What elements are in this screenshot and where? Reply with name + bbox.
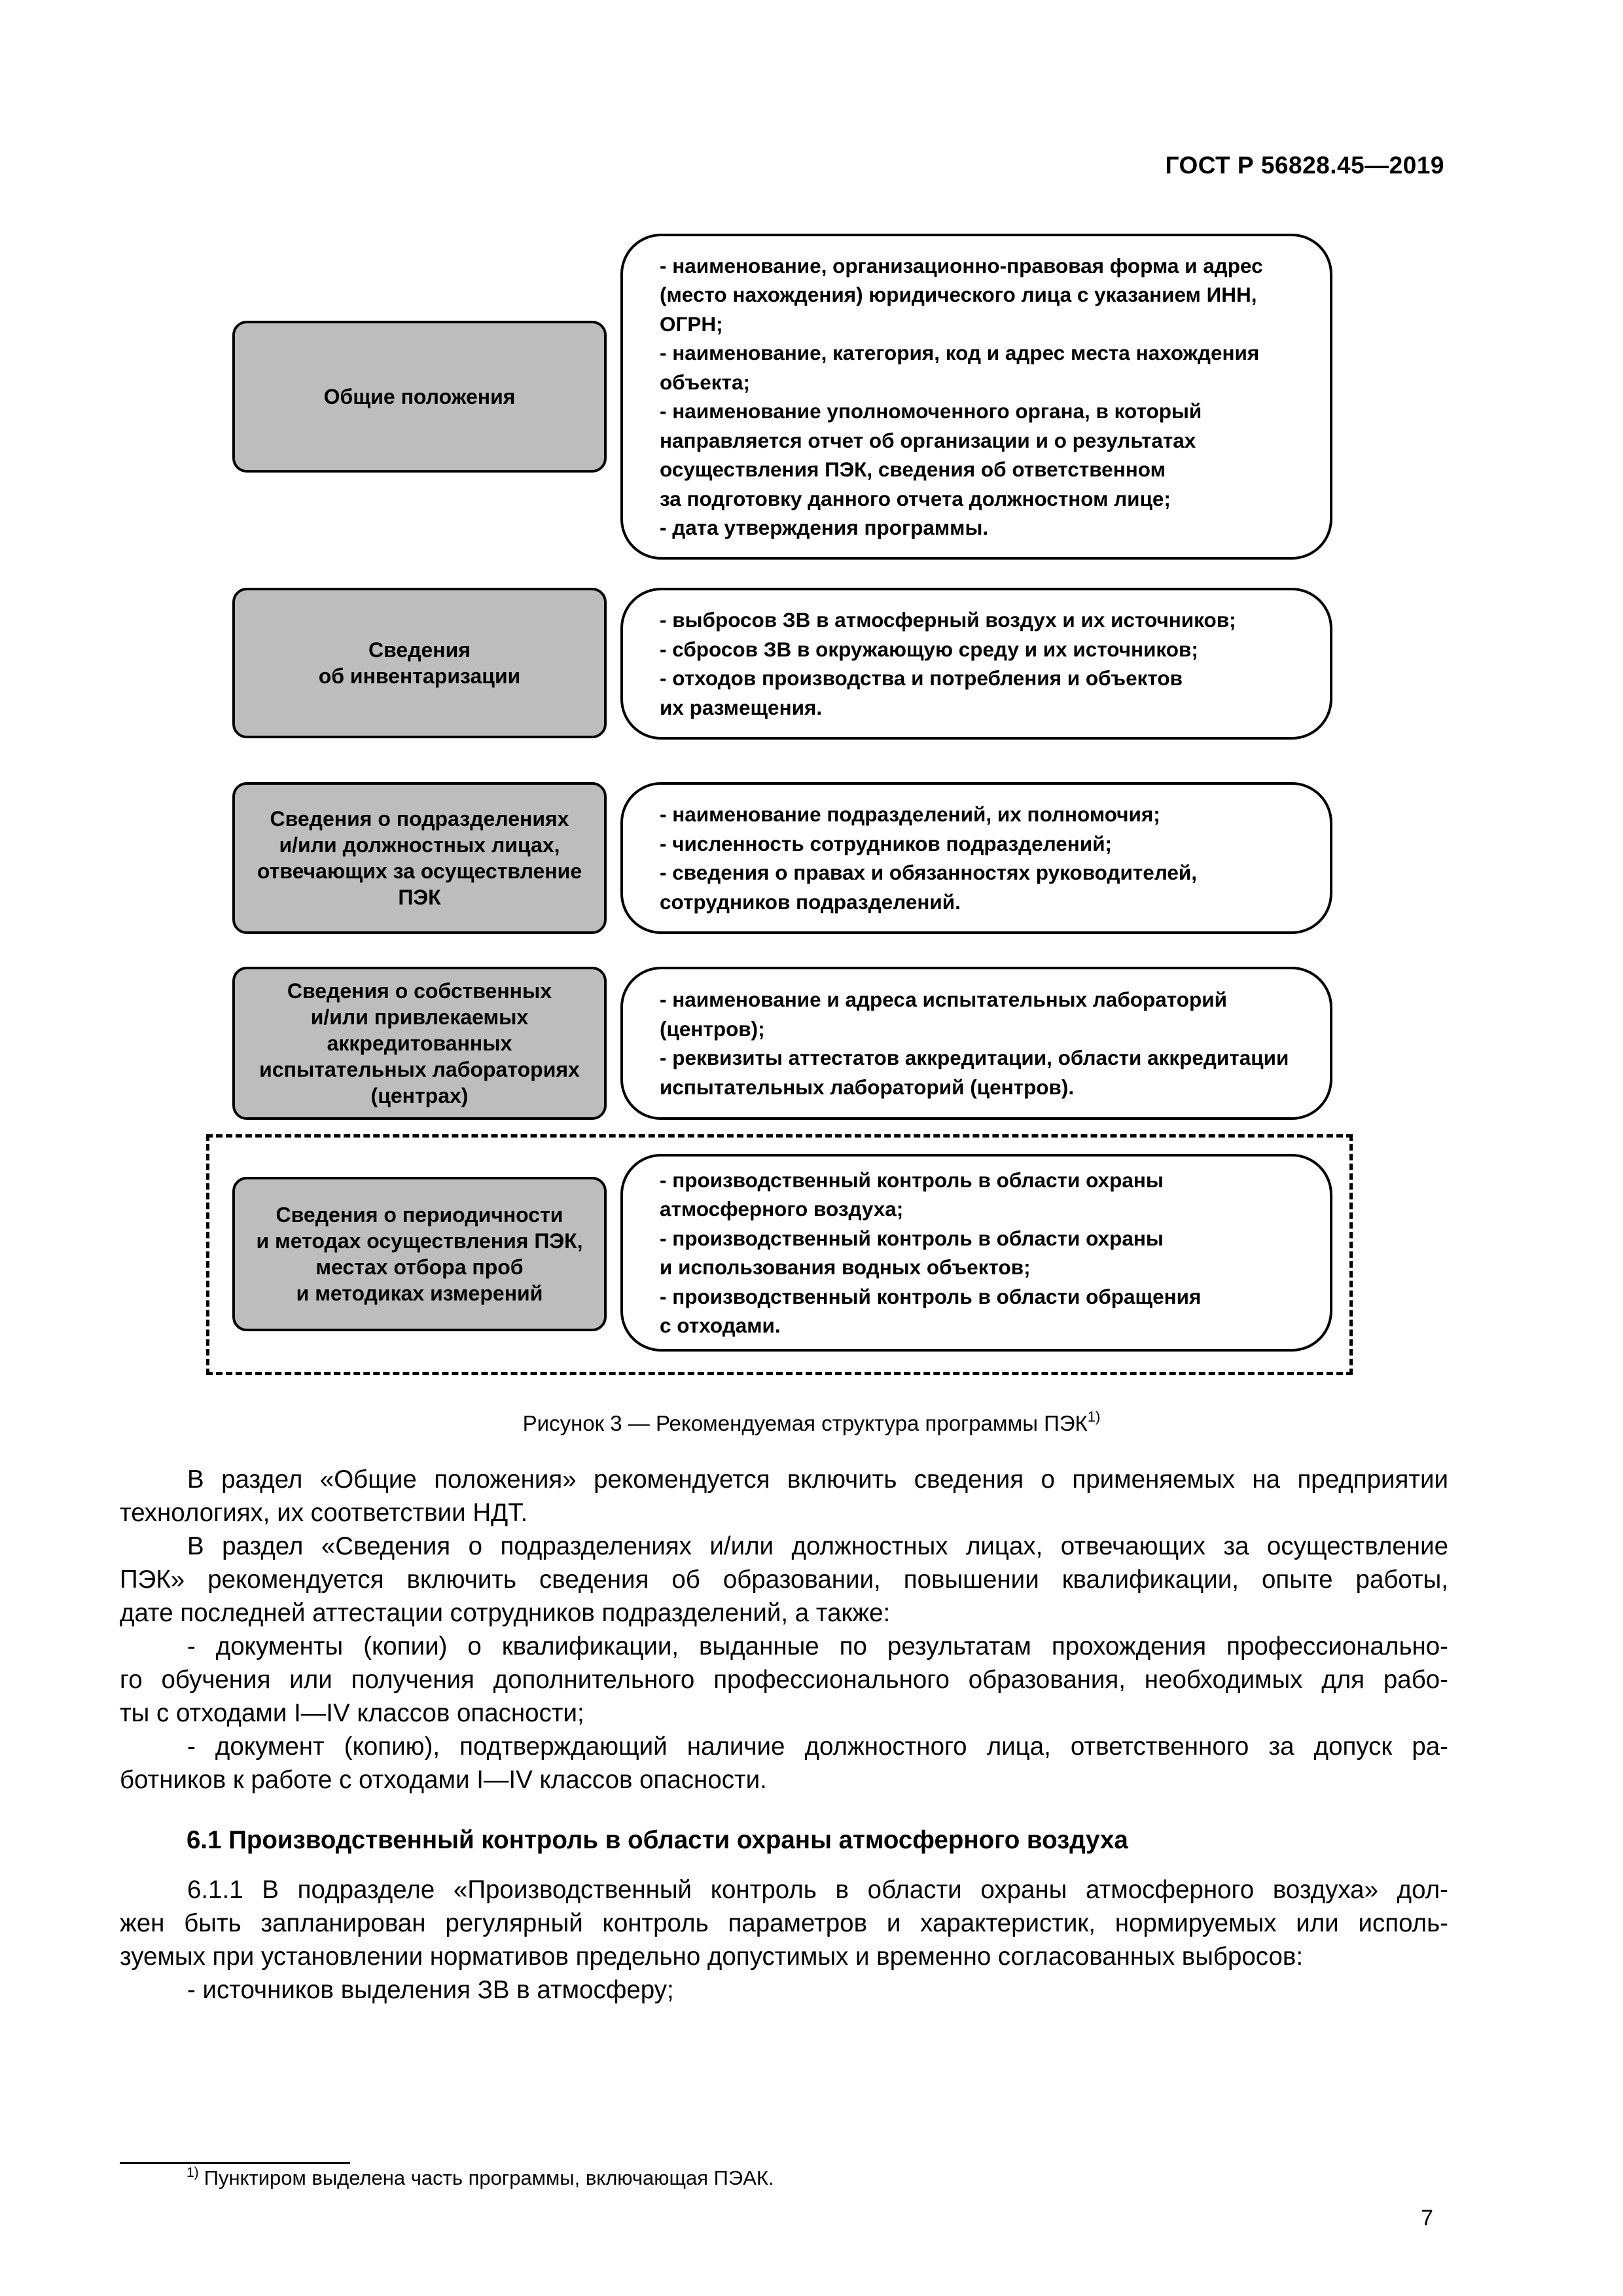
paragraph-6-1-1: 6.1.1 В подразделе «Производственный контроль в области охраны атмосферного воздуха» дол- жен быть запланирован регулярный контроль параметров и характеристик, нормируемых или исполь- зуемых при установлении нормативов предельно допустимых и временно согласованных выбросов:: [120, 1876, 1448, 1971]
details-general-provisions: - наименование, организационно-правовая форма и адрес (место нахождения) юридического лица с указанием ИНН, ОГРН; - наименование, категория, код и адрес места нахождения объекта; - наименование уполномоченного органа, в который направляется отчет об организации и о результатах осуществления ПЭК, сведения об ответственном за подготовку данного отчета должностном лице; - дата утверждения программы.: [620, 234, 1332, 560]
list-item-emission-sources: - источников выделения ЗВ в атмосферу;: [187, 1976, 674, 2004]
details-periodicity-methods: - производственный контроль в области охраны атмосферного воздуха; - производственный контроль в области охраны и использования водных объектов; - производственный контроль в области обращения с отходами.: [620, 1154, 1332, 1352]
block-inventory: Сведения об инвентаризации: [232, 588, 607, 738]
list-item-responsible-person: - документ (копию), подтверждающий наличие должностного лица, ответственного за допуск ра- ботников к работе с отходами I—IV классов опасности.: [120, 1732, 1448, 1794]
figure-caption: Рисунок 3 — Рекомендуемая структура программы ПЭК$^{1)}$: [522, 1408, 1101, 1435]
list-item-qualification-docs: - документы (копии) о квалификации, выданные по результатам прохождения профессионально- го обучения или получения дополнительного профессионального образования, необходимых для рабо- ты с отходами I—IV классов опасности;: [120, 1632, 1448, 1727]
document-id-header: ГОСТ Р 56828.45—2019: [1165, 152, 1444, 179]
footnote-text: Пунктиром выделена часть программы, включающая ПЭАК.: [204, 2166, 774, 2189]
block-departments: Сведения о подразделениях и/или должностных лицах, отвечающих за осуществление ПЭК: [232, 782, 607, 934]
details-departments: - наименование подразделений, их полномочия; - численность сотрудников подразделений; - сведения о правах и обязанностях руководителей, сотрудников подразделений.: [620, 782, 1332, 934]
block-laboratories: Сведения о собственных и/или привлекаемых аккредитованных испытательных лабораториях (центрах): [232, 967, 607, 1120]
block-periodicity-methods: Сведения о периодичности и методах осуществления ПЭК, местах отбора проб и методиках измерений: [232, 1177, 607, 1331]
footnote-separator: [120, 2162, 350, 2164]
block-general-provisions: Общие положения: [232, 321, 607, 473]
details-laboratories: - наименование и адреса испытательных лабораторий (центров); - реквизиты аттестатов аккредитации, области аккредитации испытательных лабораторий (центров).: [620, 967, 1332, 1120]
details-inventory: - выбросов ЗВ в атмосферный воздух и их источников; - сбросов ЗВ в окружающую среду и их источников; - отходов производства и потребления и объектов их размещения.: [620, 588, 1332, 740]
paragraph-departments: В раздел «Сведения о подразделениях и/или должностных лицах, отвечающих за осуществление ПЭК» рекомендуется включить сведения об образовании, повышении квалификации, опыте работы, дате последней аттестации сотрудников подразделений, а также:: [120, 1532, 1448, 1627]
footnote: [187, 2165, 774, 2190]
caption-footnote-marker: 1): [1087, 1408, 1101, 1425]
footnote-marker: 1): [187, 2165, 199, 2180]
page-number: 7: [1421, 2206, 1433, 2231]
paragraph-general-provisions: В раздел «Общие положения» рекомендуется включить сведения о применяемых на предприятии технологиях, их соответствии НДТ.: [120, 1465, 1448, 1527]
section-heading-6-1: 6.1 Производственный контроль в области охраны атмосферного воздуха: [187, 1826, 1128, 1854]
